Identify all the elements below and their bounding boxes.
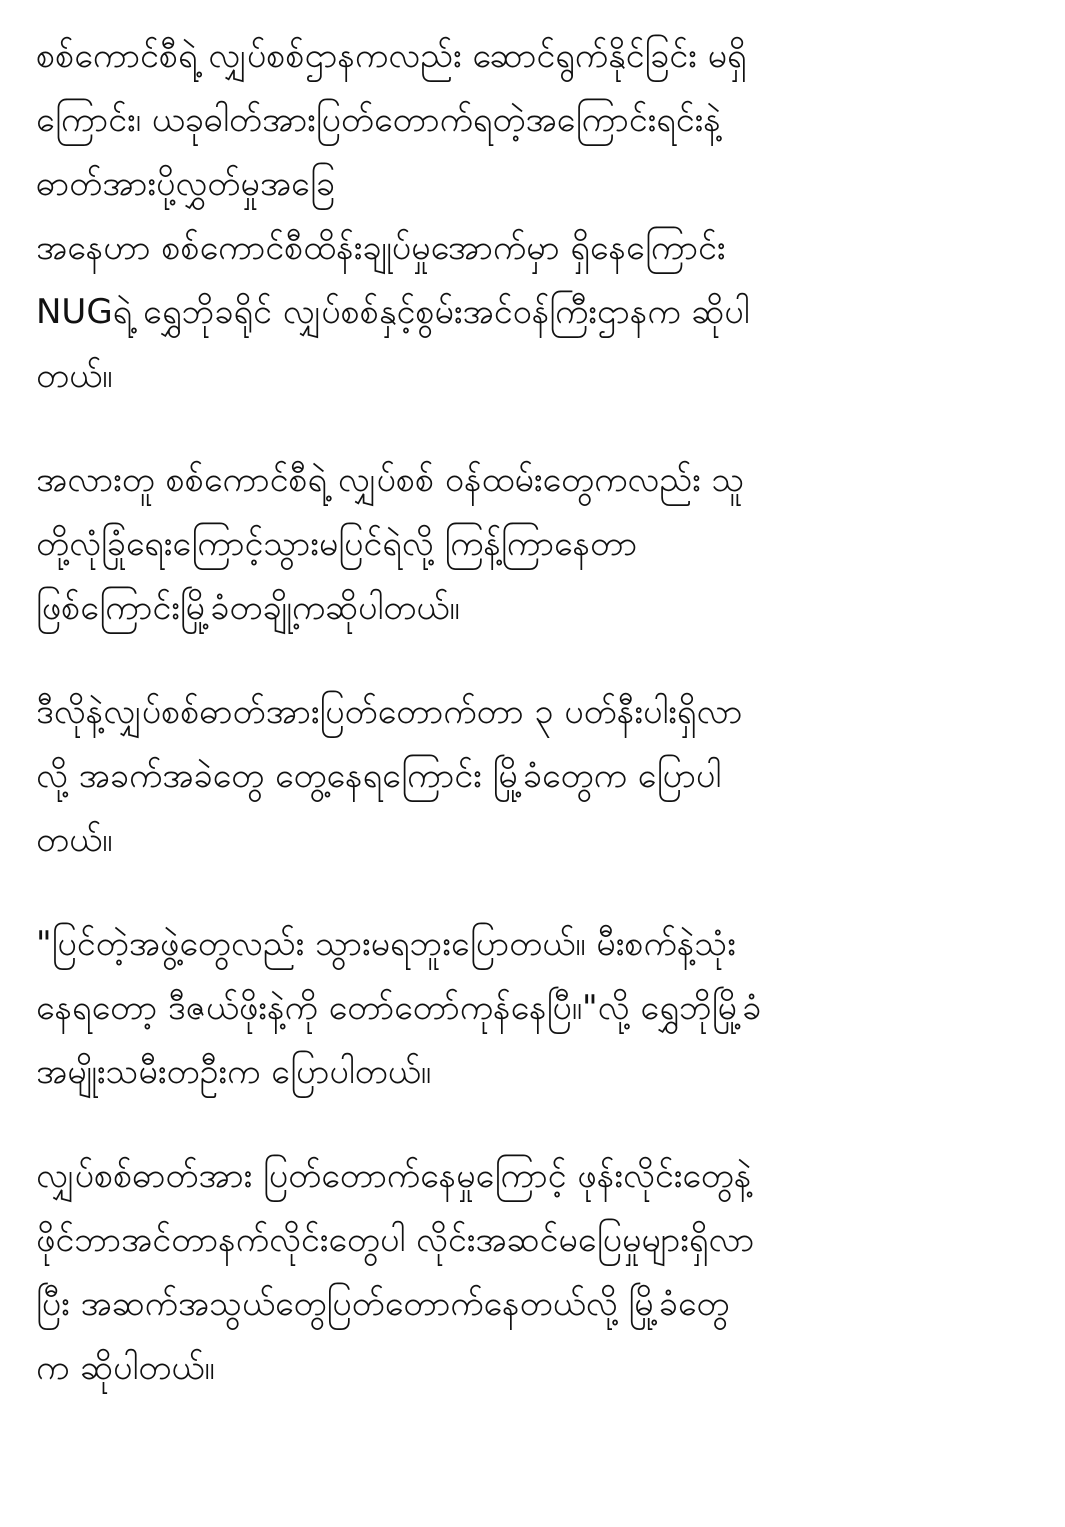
text-line: လျှပ်စစ်ဓာတ်အား ပြတ်တောက်နေမှုကြောင့် ဖုန်းလိုင်းတွေနဲ့	[36, 1156, 752, 1196]
text-line: ဒီလိုနဲ့လျှပ်စစ်ဓာတ်အားပြတ်တောက်တာ ၃ ပတ်နီးပါးရှိလာ	[36, 692, 743, 732]
text-line: တို့လုံခြုံရေးကြောင့်သွားမပြင်ရဲလို့ ကြန့်ကြာနေတာ	[36, 524, 638, 564]
paragraph-3	[36, 680, 1036, 872]
text-line: အလားတူ စစ်ကောင်စီရဲ့ လျှပ်စစ် ဝန်ထမ်းတွေကလည်း သူ	[36, 460, 745, 500]
text-line: "ပြင်တဲ့အဖွဲ့တွေလည်း သွားမရဘူးပြောတယ်။ မီးစက်နဲ့သုံး	[36, 924, 736, 964]
paragraph-1	[36, 24, 1036, 408]
text-line: အနေဟာ စစ်ကောင်စီထိန်းချုပ်မှုအောက်မှာ ရှိနေကြောင်း	[36, 228, 726, 268]
text-line: စစ်ကောင်စီရဲ့ လျှပ်စစ်ဌာနကလည်း ဆောင်ရွက်နိုင်ခြင်း မရှိ	[36, 36, 747, 76]
article-body	[36, 24, 1036, 1440]
text-line: ပြီး အဆက်အသွယ်တွေပြတ်တောက်နေတယ်လို့ မြို့ခံတွေ	[36, 1284, 730, 1324]
text-line: ဖြစ်ကြောင်းမြို့ခံတချို့ကဆိုပါတယ်။	[36, 588, 460, 628]
text-line: တယ်။	[36, 356, 113, 396]
text-line: တယ်။	[36, 820, 113, 860]
text-line: က ဆိုပါတယ်။	[36, 1348, 215, 1388]
paragraph-5	[36, 1144, 1036, 1400]
paragraph-4	[36, 912, 1036, 1104]
text-line: NUGရဲ့ ရွှေဘိုခရိုင် လျှပ်စစ်နှင့်စွမ်းအင်ဝန်ကြီးဌာနက ဆိုပါ	[36, 292, 750, 332]
paragraph-2	[36, 448, 1036, 640]
text-line: ကြောင်း၊ ယခုဓါတ်အားပြတ်တောက်ရတဲ့အကြောင်းရင်းနဲ့	[36, 100, 721, 140]
text-line: နေရတော့ ဒီဇယ်ဖိုးနဲ့ကို တော်တော်ကုန်နေပြီ။"လို့ ရွှေဘိုမြို့ခံ	[36, 988, 762, 1028]
text-line: ဖိုင်ဘာအင်တာနက်လိုင်းတွေပါ လိုင်းအဆင်မပြေမှုများရှိလာ	[36, 1220, 755, 1260]
text-line: အမျိုးသမီးတဦးက ပြောပါတယ်။	[36, 1052, 432, 1092]
text-line: ဓာတ်အားပို့လွှတ်မှုအခြေ	[36, 164, 335, 204]
text-line: လို့ အခက်အခဲတွေ တွေ့နေရကြောင်း မြို့ခံတွေက ပြောပါ	[36, 756, 722, 796]
